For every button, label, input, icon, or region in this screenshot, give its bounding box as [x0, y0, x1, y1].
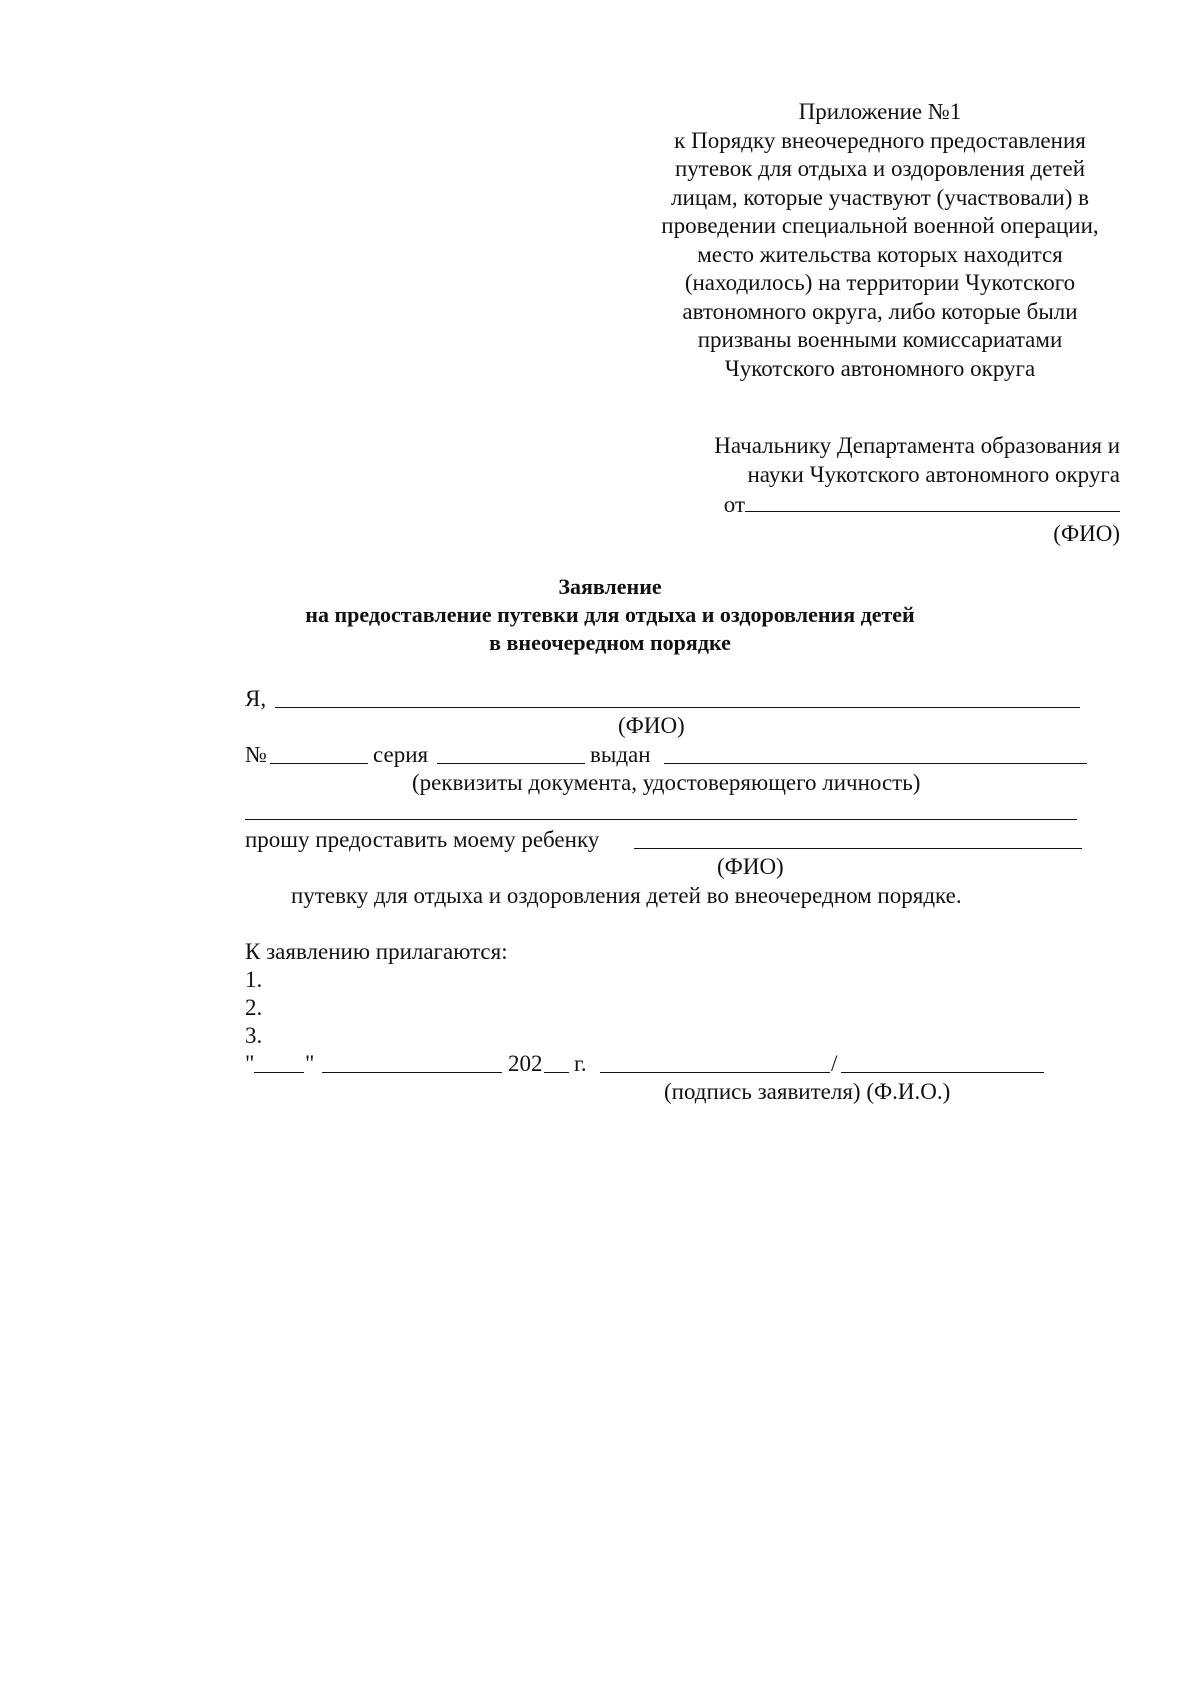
appendix-line: (находилось) на территории Чукотского: [684, 270, 1076, 295]
document-number-blank[interactable]: [270, 741, 368, 764]
appendix-line: призваны военными комиссариатами: [697, 327, 1063, 352]
addressee-line-2: науки Чукотского автономного округа: [747, 461, 1120, 487]
title-line-1: Заявление: [558, 574, 662, 599]
issued-label: выдан: [590, 742, 651, 767]
signature-fio-blank[interactable]: [841, 1050, 1044, 1073]
number-label: №: [245, 742, 267, 767]
attachment-item-3: 3.: [245, 1023, 263, 1048]
date-month-blank[interactable]: [322, 1050, 502, 1073]
addressee-block: [600, 432, 1120, 548]
from-line: [600, 489, 1120, 520]
series-label: серия: [373, 742, 429, 767]
appendix-line: проведении специальной военной операции,: [661, 213, 1099, 238]
signature-caption: (подпись заявителя) (Ф.И.О.): [664, 1079, 951, 1104]
request-continuation: путевку для отдыха и оздоровления детей во внеочередном порядке.: [291, 883, 962, 908]
applicant-fio-caption: (ФИО): [618, 713, 685, 738]
appendix-line: к Порядку внеочередного предоставления: [674, 127, 1086, 153]
from-label: от: [723, 492, 745, 517]
appendix-block: [620, 98, 1140, 383]
request-label: прошу предоставить моему ребенку: [245, 827, 600, 852]
addressee-line-1: Начальнику Департамента образования и: [714, 433, 1120, 458]
date-year-suffix: г.: [574, 1051, 587, 1076]
date-day-blank[interactable]: [254, 1050, 304, 1073]
from-fio-blank[interactable]: [745, 489, 1120, 512]
document-series-blank[interactable]: [437, 741, 585, 764]
document-continuation-blank[interactable]: [245, 797, 1077, 820]
document-title: [240, 573, 980, 657]
title-line-3: в внеочередном порядке: [489, 630, 731, 655]
attachment-item-1: 1.: [245, 967, 263, 992]
appendix-line: автономного округа, либо которые были: [682, 298, 1078, 324]
attachments-heading: К заявлению прилагаются:: [245, 939, 508, 964]
date-year-prefix: 202: [508, 1051, 543, 1076]
date-quote-close: ": [305, 1051, 315, 1076]
title-line-2: на предоставление путевки для отдыха и оздоровления детей: [305, 602, 915, 627]
child-fio-blank[interactable]: [634, 826, 1082, 849]
issued-by-blank[interactable]: [664, 741, 1087, 764]
attachment-item-2: 2.: [245, 995, 263, 1020]
appendix-line: путевок для отдыха и оздоровления детей: [674, 156, 1086, 181]
appendix-line: место жительства которых находится: [697, 241, 1063, 267]
signature-blank[interactable]: [600, 1050, 830, 1073]
from-fio-caption: (ФИО): [1053, 520, 1120, 546]
date-quote-open: ": [245, 1051, 255, 1076]
appendix-line: Приложение №1: [798, 99, 962, 124]
i-label: Я,: [245, 686, 267, 711]
document-caption: (реквизиты документа, удостоверяющего личность): [412, 770, 921, 795]
child-fio-caption: (ФИО): [717, 854, 784, 879]
appendix-line: Чукотского автономного округа: [724, 355, 1036, 381]
appendix-line: лицам, которые участвуют (участвовали) в: [671, 184, 1089, 210]
date-year-blank[interactable]: [544, 1050, 569, 1073]
signature-separator: /: [831, 1051, 838, 1076]
applicant-fio-blank[interactable]: [275, 685, 1080, 708]
